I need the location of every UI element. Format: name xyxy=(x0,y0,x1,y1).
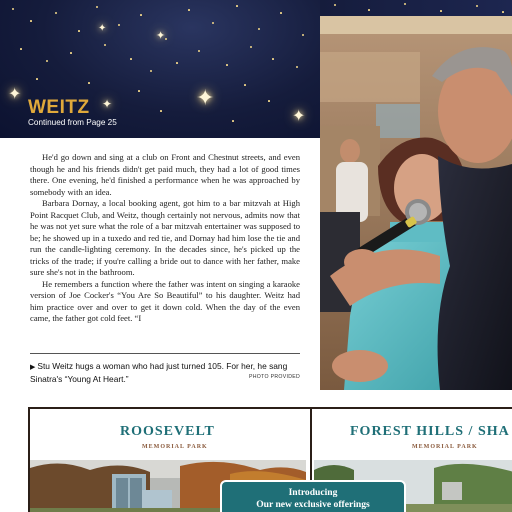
paragraph: He'd go down and sing at a club on Front and Chestnut streets, and even though he and his friends didn't get paid much, they had a lot of good times there. One evening, he'd finished a performance when he was approached by somebody with an idea. xyxy=(30,152,300,197)
photo-credit: PHOTO PROVIDED xyxy=(249,374,301,380)
roosevelt-subtitle: MEMORIAL PARK xyxy=(142,444,208,450)
sparkle-icon: ✦ xyxy=(98,23,107,34)
sparkle-icon: ✦ xyxy=(102,97,113,111)
sparkle-icon: ✦ xyxy=(8,84,22,103)
caption-divider xyxy=(30,353,300,354)
roosevelt-name: ROOSEVELT xyxy=(120,424,215,439)
article-photo xyxy=(320,16,512,390)
paragraph: He remembers a function where the father was intent on singing a karaoke version of Joe Cocker's “You Are So Beautiful” to his daughter. Weitz had him practice over and over to get it down cold. When the day of the even came, the father got cold feet. “I xyxy=(30,278,300,323)
promo-line-1: Introducing xyxy=(288,487,338,498)
memorial-park-ad xyxy=(28,407,512,512)
sparkle-icon: ✦ xyxy=(156,29,166,42)
paragraph: Barbara Dornay, a local booking agent, got him to a bar mitzvah at High Point Racquet Club, and Weitz, though certainly not nervous, admits now that he was not yet sure what the role of a bar mitzvah entertainer was supposed to be; he showed up in a tuxedo and red tie, and Dornay had him lose the tie and run the candle-lighting ceremony. In the decades since, he's picked up the tricks of the trade; if you're calling a bride out to dance with her father, make sure she's not in the bathroom. xyxy=(30,198,300,277)
article-header xyxy=(0,0,320,138)
sparkle-icon: ✦ xyxy=(292,106,306,125)
continued-from-label: Continued from Page 25 xyxy=(28,118,117,127)
header-band xyxy=(320,0,512,16)
photo-caption xyxy=(30,361,305,384)
promo-line-2: Our new exclusive offerings xyxy=(256,499,370,510)
article-title: WEITZ xyxy=(28,97,90,118)
forest-hills-subtitle: MEMORIAL PARK xyxy=(412,444,478,450)
photo-illustration xyxy=(320,16,512,390)
caption-arrow-icon: ▶ xyxy=(30,364,36,371)
article-body xyxy=(30,152,300,325)
promo-banner[interactable] xyxy=(220,480,406,512)
forest-hills-name: FOREST HILLS / SHA xyxy=(350,424,510,439)
caption-text: Stu Weitz hugs a woman who had just turned 105. For her, he sang Sinatra's “Young At Heart.” xyxy=(30,361,288,384)
sparkle-icon: ✦ xyxy=(196,86,215,111)
